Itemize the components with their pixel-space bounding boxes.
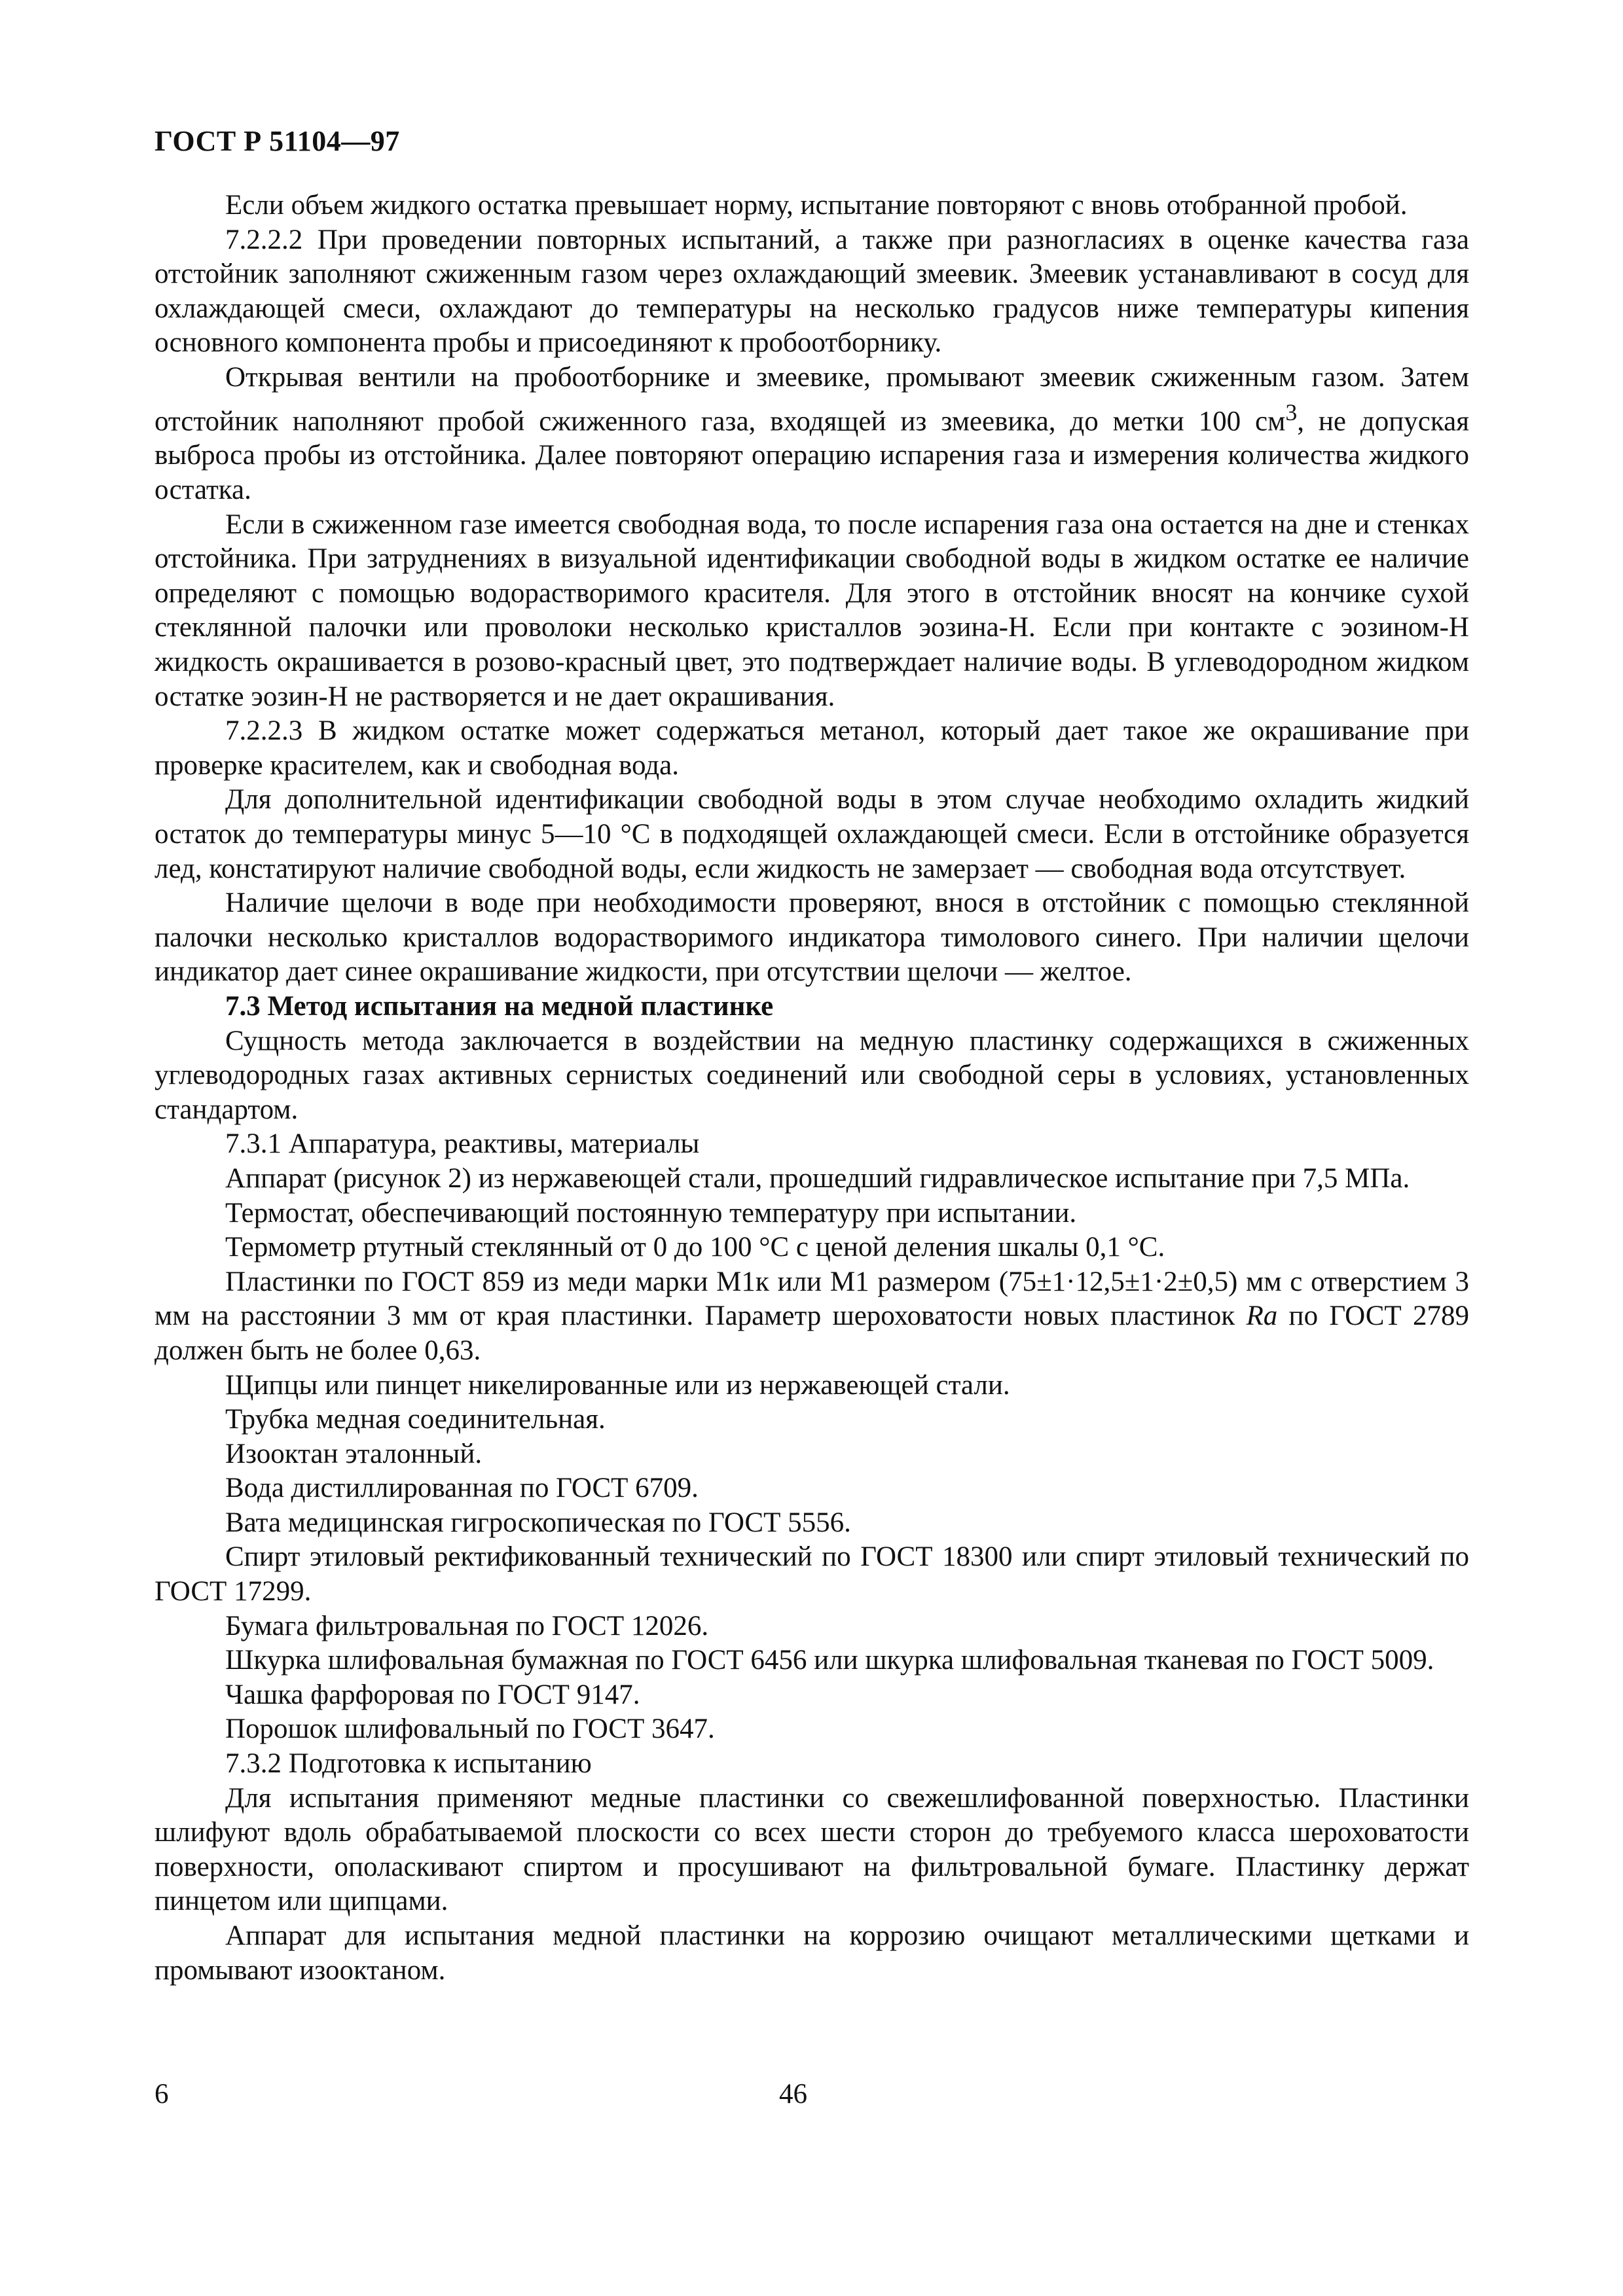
- subsection-title: 7.3.1 Аппаратура, реактивы, материалы: [225, 1128, 700, 1160]
- section-heading: [155, 990, 1469, 1024]
- page-number-center: 46: [779, 2079, 807, 2109]
- paragraph: Бумага фильтровальная по ГОСТ 12026.: [225, 1610, 709, 1641]
- paragraph: 7.2.2.2 При проведении повторных испытаний, а также при разногласиях в оценке качества газа отстойник заполняют сжиженным газом через охлаждающий змеевик. Змеевик устанавливают в сосуд для охлаждающей смеси, охлаждают до температуры на несколько градусов ниже температуры кипения основного компонента пробы и присоединяют к пробоотборнику.: [155, 224, 1469, 359]
- paragraph: Трубка медная соединительная.: [225, 1404, 606, 1435]
- paragraph-text: , не допуская выброса пробы из отстойника. Далее повторяют операцию испарения газа и измерения количества жидкого остатка.: [155, 405, 1469, 506]
- superscript: 3: [1285, 399, 1298, 425]
- document-body: [155, 188, 1469, 1988]
- paragraph: Если объем жидкого остатка превышает норму, испытание повторяют с вновь отобранной пробой.: [225, 190, 1408, 221]
- italic-term: Ra: [1246, 1300, 1278, 1332]
- paragraph: [155, 1265, 1469, 1369]
- paragraph-text: по ГОСТ 2789 должен быть не более 0,63.: [155, 1300, 1469, 1366]
- paragraph: Термометр ртутный стеклянный от 0 до 100 °С с ценой деления шкалы 0,1 °С.: [225, 1232, 1165, 1263]
- paragraph: Шкурка шлифовальная бумажная по ГОСТ 6456 или шкурка шлифовальная тканевая по ГОСТ 5009.: [225, 1645, 1434, 1676]
- paragraph: 7.2.2.3 В жидком остатке может содержаться метанол, который дает такое же окрашивание при проверке красителем, как и свободная вода.: [155, 715, 1469, 781]
- paragraph: Аппарат (рисунок 2) из нержавеющей стали, прошедший гидравлическое испытание при 7,5 МПа.: [225, 1162, 1410, 1194]
- paragraph: Если в сжиженном газе имеется свободная вода, то после испарения газа она остается на дне и стенках отстойника. При затруднениях в визуальной идентификации свободной воды в жидком остатке ее наличие определяют с помощью водорастворимого красителя. Для этого в отстойник вносят на кончике сухой стеклянной палочки или проволоки несколько кристаллов эозина-Н. Если при контакте с эозином-Н жидкость окрашивается в розово-красный цвет, это подтверждает наличие воды. В углеводородном жидком остатке эозин-Н не растворяется и не дает окрашивания.: [155, 509, 1469, 712]
- paragraph: Для дополнительной идентификации свободной воды в этом случае необходимо охладить жидкий остаток до температуры минус 5—10 °С в подходящей охлаждающей смеси. Если в отстойнике образуется лед, констатируют наличие свободной воды, если жидкость не замерзает — свободная вода отсутствует.: [155, 784, 1469, 884]
- paragraph: Аппарат для испытания медной пластинки на коррозию очищают металлическими щетками и промывают изооктаном.: [155, 1920, 1469, 1986]
- paragraph: Наличие щелочи в воде при необходимости проверяют, внося в отстойник с помощью стеклянной палочки несколько кристаллов водорастворимого индикатора тимолового синего. При наличии щелочи индикатор дает синее окрашивание жидкости, при отсутствии щелочи — желтое.: [155, 888, 1469, 988]
- paragraph: Вата медицинская гигроскопическая по ГОСТ 5556.: [225, 1507, 851, 1538]
- paragraph-text: Пластинки по ГОСТ 859 из меди марки М1к или М1 размером (75±1·12,5±1·2±0,5) мм с отверстием 3 мм на расстоянии 3 мм от края пластинки. Параметр шероховатости новых пластинок: [155, 1266, 1469, 1332]
- section-heading-text: 7.3 Метод испытания на медной пластинке: [225, 990, 774, 1022]
- paragraph: [155, 361, 1469, 508]
- document-code-header: ГОСТ Р 51104—97: [155, 125, 400, 157]
- paragraph: Чашка фарфоровая по ГОСТ 9147.: [225, 1679, 640, 1710]
- paragraph: Термостат, обеспечивающий постоянную температуру при испытании.: [225, 1197, 1077, 1229]
- paragraph: Сущность метода заключается в воздействии на медную пластинку содержащихся в сжиженных углеводородных газах активных сернистых соединений или свободной серы в условиях, установленных стандартом.: [155, 1025, 1469, 1125]
- subsection-title: 7.3.2 Подготовка к испытанию: [225, 1748, 592, 1780]
- paragraph: Спирт этиловый ректификованный технический по ГОСТ 18300 или спирт этиловый технический по ГОСТ 17299.: [155, 1541, 1469, 1607]
- paragraph: Вода дистиллированная по ГОСТ 6709.: [225, 1473, 699, 1504]
- paragraph: Для испытания применяют медные пластинки со свежешлифованной поверхностью. Пластинки шлифуют вдоль обрабатываемой плоскости со всех шести сторон до требуемого класса шероховатости поверхности, ополаскивают спиртом и просушивают на фильтровальной бумаге. Пластинку держат пинцетом или щипцами.: [155, 1782, 1469, 1917]
- page-number-left: 6: [155, 2079, 169, 2109]
- paragraph-text: Открывая вентили на пробоотборнике и змеевике, промывают змеевик сжиженным газом. Затем отстойник наполняют пробой сжиженного газа, входящей из змеевика, до метки 100 см: [155, 361, 1469, 437]
- paragraph: Изооктан эталонный.: [225, 1438, 483, 1469]
- paragraph: Щипцы или пинцет никелированные или из нержавеющей стали.: [225, 1369, 1010, 1401]
- paragraph: Порошок шлифовальный по ГОСТ 3647.: [225, 1713, 715, 1745]
